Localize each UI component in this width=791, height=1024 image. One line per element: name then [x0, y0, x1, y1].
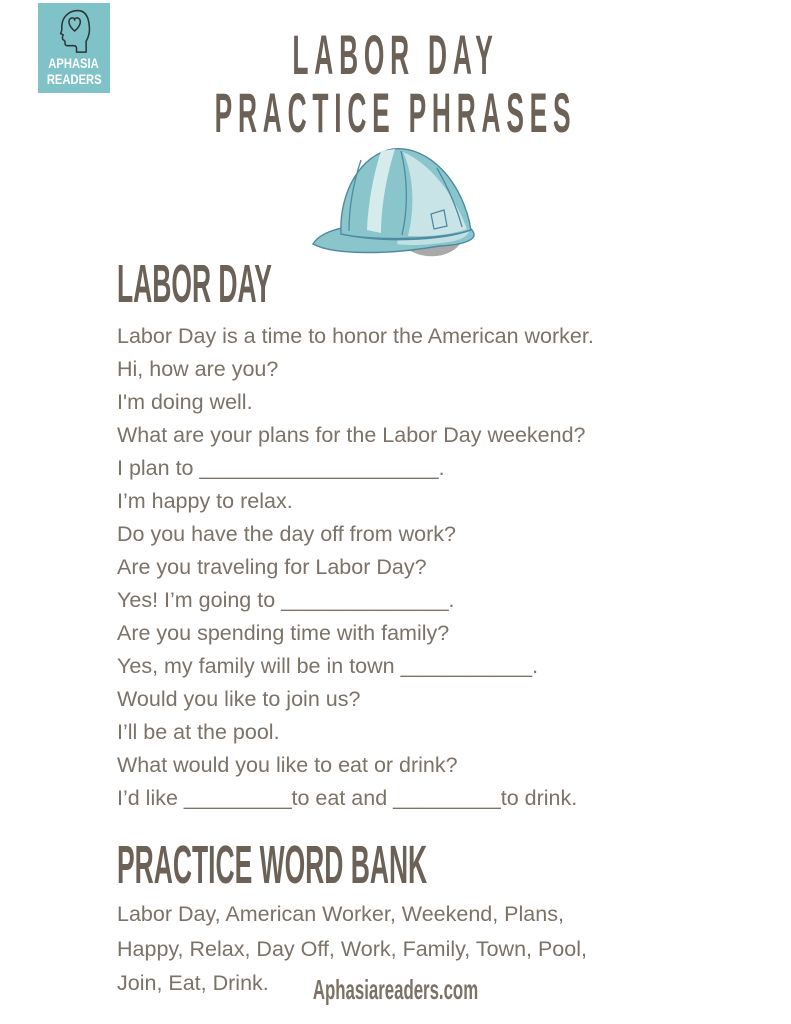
phrase-line: Hi, how are you?: [117, 357, 279, 381]
hard-hat-illustration: [0, 144, 791, 266]
footer-url: Aphasiareaders.com: [312, 974, 479, 1005]
phrase-line: I'm doing well.: [117, 390, 253, 414]
phrase-line: I plan to ____________________.: [117, 456, 445, 480]
phrase-line: Labor Day is a time to honor the American worker.: [117, 324, 594, 348]
phrase-line: What would you like to eat or drink?: [117, 753, 458, 777]
phrase-line: I’m happy to relax.: [117, 489, 293, 513]
phrase-line: I’d like _________to eat and _________to drink.: [117, 786, 578, 810]
word-bank-line: Happy, Relax, Day Off, Work, Family, Town, Pool,: [117, 936, 587, 961]
logo-text-line2: READERS: [46, 71, 102, 87]
word-bank-line: Join, Eat, Drink.: [117, 971, 269, 995]
phrase-line: I’ll be at the pool.: [117, 720, 280, 744]
phrase-line: Would you like to join us?: [117, 687, 361, 711]
word-bank-line: Labor Day, American Worker, Weekend, Plans,: [117, 902, 564, 926]
phrase-line: What are your plans for the Labor Day weekend?: [117, 423, 586, 447]
logo-text-line1: APHASIA: [48, 55, 100, 71]
worksheet-content: [117, 254, 707, 1001]
hard-hat-icon: [311, 144, 481, 266]
phrase-list: [117, 320, 707, 815]
phrase-line: Do you have the day off from work?: [117, 522, 457, 546]
phrase-line: Are you traveling for Labor Day?: [117, 555, 427, 579]
page-title-line2: PRACTICE PHRASES: [214, 81, 577, 144]
phrase-line: Are you spending time with family?: [117, 621, 450, 645]
page-title: [0, 23, 791, 144]
section-heading-labor-day: LABOR DAY: [117, 254, 272, 314]
phrase-line: Yes! I’m going to ______________.: [117, 588, 455, 612]
page-title-line1: LABOR DAY: [292, 23, 499, 86]
section-heading-word-bank: PRACTICE WORD BANK: [117, 835, 428, 895]
phrase-line: Yes, my family will be in town ___________.: [117, 654, 539, 678]
footer: [0, 976, 791, 1004]
